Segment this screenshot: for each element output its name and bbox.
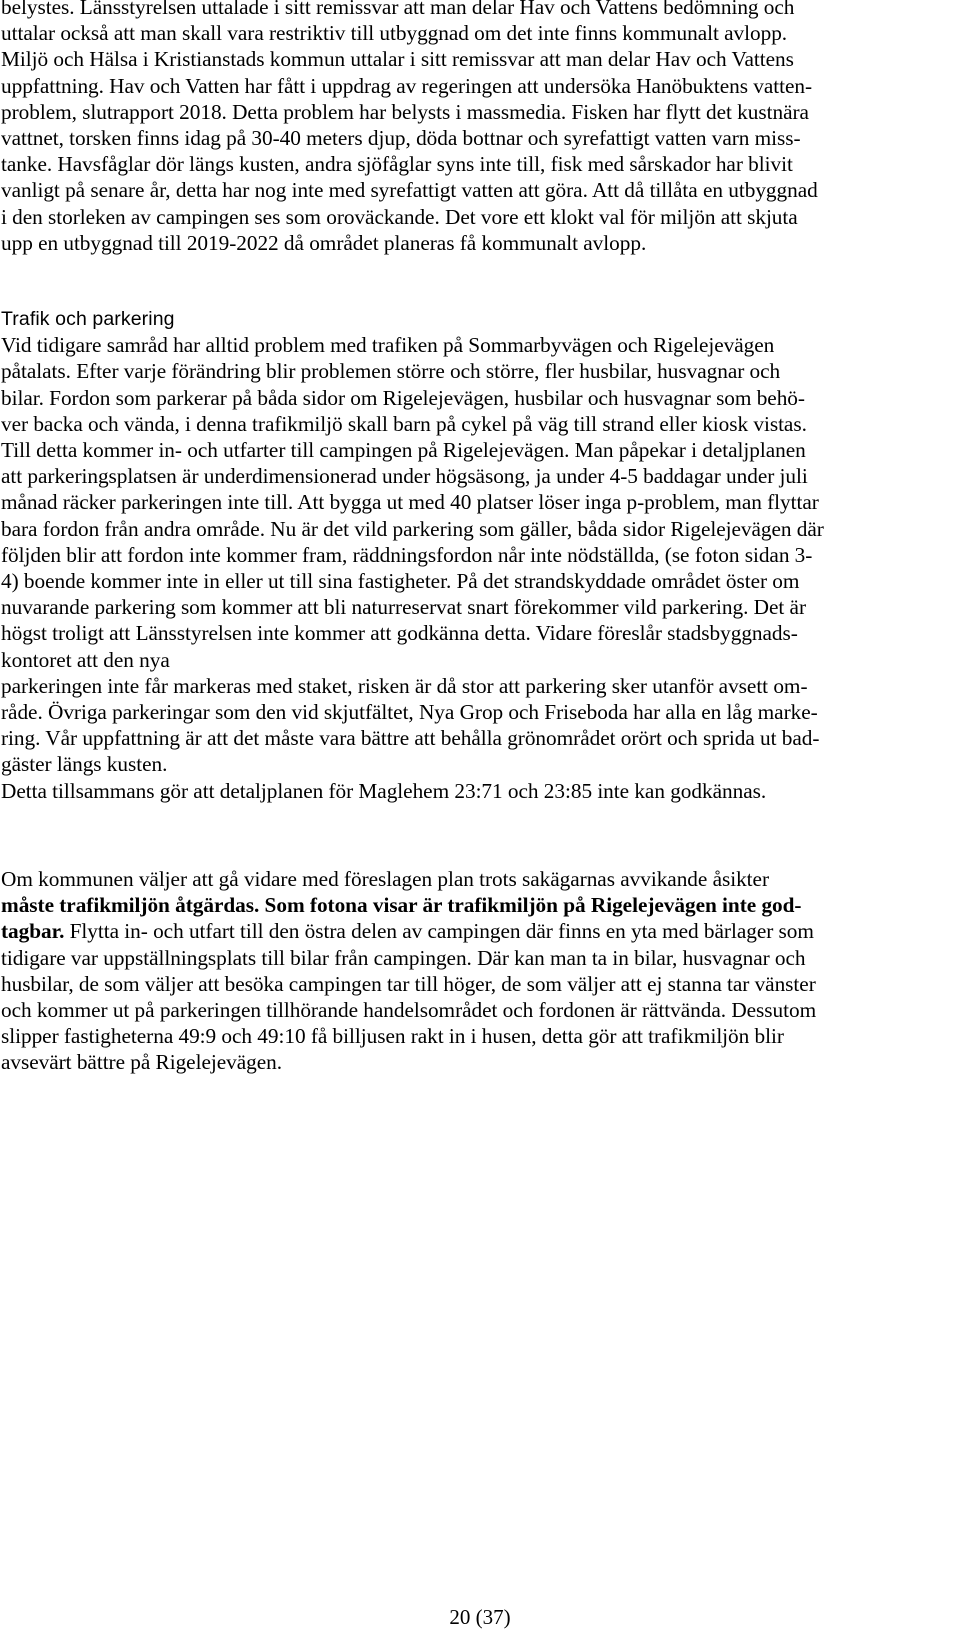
text-line: gäster längs kusten. xyxy=(1,752,168,777)
text-line: månad räcker parkeringen inte till. Att bygga ut med 40 platser löser inga p-problem, man flyttar xyxy=(1,490,819,515)
text-line: bara fordon från andra område. Nu är det vild parkering som gäller, båda sidor Rigelejevägen där xyxy=(1,516,824,541)
text-line: ring. Vår uppfattning är att det måste vara bättre att behålla grönområdet orört och sprida ut bad- xyxy=(1,726,820,751)
paragraph-proposal xyxy=(1,866,953,1076)
text-line: slipper fastigheterna 49:9 och 49:10 få billjusen rakt in i husen, detta gör att trafikmiljön blir xyxy=(1,1024,784,1049)
page-number: 20 (37) xyxy=(449,1605,511,1629)
section-heading: Trafik och parkering xyxy=(1,308,175,330)
text-line: upp en utbyggnad till 2019-2022 då området planeras få kommunalt avlopp. xyxy=(1,230,647,255)
text-line: uppfattning. Hav och Vatten har fått i uppdrag av regeringen att undersöka Hanöbuktens vatten- xyxy=(1,73,813,98)
section-traffic-parking xyxy=(1,306,953,804)
text-line: påtalats. Efter varje förändring blir problemen större och större, fler husbilar, husvagnar och xyxy=(1,359,781,384)
text-line: belystes. Länsstyrelsen uttalade i sitt remissvar att man delar Hav och Vattens bedömning och xyxy=(1,0,795,19)
text-line: tanke. Havsfåglar dör längs kusten, andra sjöfåglar syns inte till, fisk med sårskador har blivit xyxy=(1,152,793,177)
text-line: avsevärt bättre på Rigelejevägen. xyxy=(1,1050,282,1075)
text-line: uttalar också att man skall vara restriktiv till utbyggnad om det inte finns kommunalt avlopp. xyxy=(1,21,788,46)
text-line: att parkeringsplatsen är underdimensionerad under högsäsong, ja under 4-5 baddagar under juli xyxy=(1,464,808,489)
text-line: Om kommunen väljer att gå vidare med föreslagen plan trots sakägarnas avvikande åsikter xyxy=(1,867,769,891)
text-line: följden blir att fordon inte kommer fram, räddningsfordon når inte nödställda, (se foton sidan 3- xyxy=(1,542,813,567)
text-line: 4) boende kommer inte in eller ut till sina fastigheter. På det strandskyddade området öster om xyxy=(1,569,800,594)
text-line: Till detta kommer in- och utfarter till campingen på Rigelejevägen. Man påpekar i detaljplanen xyxy=(1,438,806,463)
text-line: Miljö och Hälsa i Kristianstads kommun uttalar i sitt remissvar att man delar Hav och Vattens xyxy=(1,47,794,72)
text-line: husbilar, de som väljer att besöka campingen tar till höger, de som väljer att ej stanna tar vänster xyxy=(1,971,816,996)
text-line: vanligt på senare år, detta har nog inte med syrefattigt vatten att göra. Att då tillåta en utbyggnad xyxy=(1,178,818,203)
text-line: bilar. Fordon som parkerar på båda sidor om Rigelejevägen, husbilar och husvagnar som behö- xyxy=(1,385,805,410)
text-line: vattnet, torsken finns idag på 30-40 meters djup, döda bottnar och syrefattigt vatten varn miss- xyxy=(1,126,801,151)
text-line: nuvarande parkering som kommer att bli naturreservat snart förekommer vild parkering. Det är xyxy=(1,595,806,620)
paragraph-environment xyxy=(1,0,953,256)
emphasized-line: måste trafikmiljön åtgärdas. Som fotona visar är trafikmiljön på Rigelejevägen inte god- xyxy=(1,893,802,918)
text-line: Detta tillsammans gör att detaljplanen för Maglehem 23:71 och 23:85 inte kan godkännas. xyxy=(1,778,767,803)
text-line: parkeringen inte får markeras med staket, risken är då stor att parkering sker utanför avsett om- xyxy=(1,673,808,698)
text-line: högst troligt att Länsstyrelsen inte kommer att godkänna detta. Vidare föreslår stadsbyggnads- xyxy=(1,621,798,646)
mixed-line xyxy=(1,918,953,944)
text-line: kontoret att den nya xyxy=(1,647,170,672)
text-line: och kommer ut på parkeringen tillhörande handelsområdet och fordonen är rättvända. Dessutom xyxy=(1,998,817,1023)
text-line: Vid tidigare samråd har alltid problem med trafiken på Sommarbyvägen och Rigelejevägen xyxy=(1,333,775,358)
emphasized-text: tagbar. xyxy=(1,919,65,944)
text-line: i den storleken av campingen ses som oroväckande. Det vore ett klokt val för miljön att skjuta xyxy=(1,204,798,229)
text-line: problem, slutrapport 2018. Detta problem har belysts i massmedia. Fisken har flytt det kustnära xyxy=(1,99,809,124)
text-line: råde. Övriga parkeringar som den vid skjutfältet, Nya Grop och Friseboda har alla en låg marke- xyxy=(1,700,818,725)
text-line: ver backa och vända, i denna trafikmiljö skall barn på cykel på väg till strand eller kiosk vistas. xyxy=(1,411,807,436)
text-span: Flytta in- och utfart till den östra delen av campingen där finns en yta med bärlager som xyxy=(64,919,814,944)
text-line: tidigare var uppställningsplats till bilar från campingen. Där kan man ta in bilar, husvagnar och xyxy=(1,945,806,970)
